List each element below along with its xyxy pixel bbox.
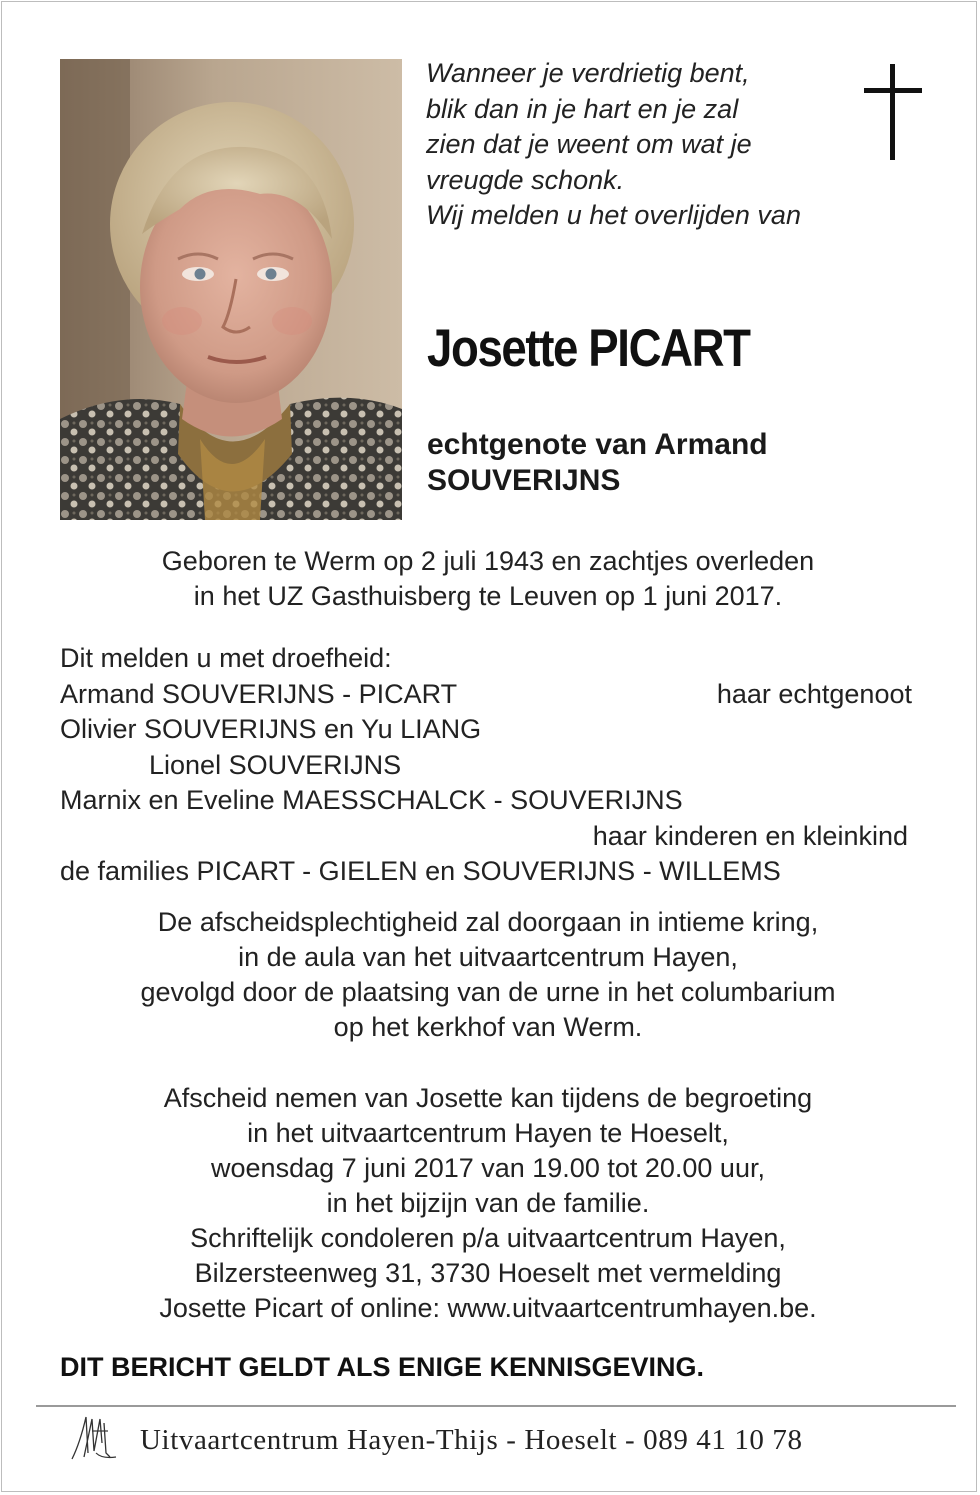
text-line: woensdag 7 juni 2017 van 19.00 tot 20.00 uur,: [211, 1153, 765, 1183]
portrait-photo: [60, 59, 402, 520]
list-item: [60, 819, 920, 855]
poem: [426, 56, 866, 234]
list-item: [60, 677, 920, 713]
mourner-relation: haar echtgenoot: [716, 678, 912, 709]
mourner-name: Armand SOUVERIJNS - PICART: [60, 678, 458, 709]
poem-line: blik dan in je hart en je zal: [426, 93, 739, 124]
ceremony-text: [0, 905, 976, 1045]
text-line: op het kerkhof van Werm.: [333, 1012, 643, 1042]
text-line: in het bijzijn van de familie.: [326, 1188, 650, 1218]
notice-text: DIT BERICHT GELDT ALS ENIGE KENNISGEVING.: [60, 1352, 705, 1382]
list-item: de families PICART - GIELEN en SOUVERIJNS - WILLEMS: [60, 856, 781, 886]
poem-line: Wij melden u het overlijden van: [426, 200, 801, 230]
poem-line: Wanneer je verdrietig bent,: [426, 58, 750, 88]
mourners-list: [60, 641, 920, 890]
spouse-line: SOUVERIJNS: [427, 464, 621, 497]
footer-contact: Uitvaartcentrum Hayen-Thijs - Hoeselt - 089 41 10 78: [140, 1424, 803, 1456]
divider: [36, 1405, 956, 1407]
farewell-text: [0, 1081, 976, 1326]
mourners-intro: Dit melden u met droefheid:: [60, 643, 392, 673]
text-line: Afscheid nemen van Josette kan tijdens de begroeting: [163, 1083, 813, 1113]
deceased-name: Josette PICART: [427, 319, 750, 378]
mourner-relation: haar kinderen en kleinkind: [592, 820, 908, 851]
funeral-home-logo-icon: [70, 1413, 122, 1463]
text-line: Schriftelijk condoleren p/a uitvaartcentrum Hayen,: [190, 1223, 786, 1253]
birth-death-text: [0, 544, 976, 614]
text-line: in het uitvaartcentrum Hayen te Hoeselt,: [247, 1118, 729, 1148]
spouse-line: echtgenote van Armand: [427, 428, 768, 461]
text-line: in de aula van het uitvaartcentrum Hayen,: [238, 942, 738, 972]
poem-line: vreugde schonk.: [426, 164, 625, 195]
list-item: Marnix en Eveline MAESSCHALCK - SOUVERIJNS: [60, 785, 683, 815]
text-line: Geboren te Werm op 2 juli 1943 en zachtjes overleden: [161, 546, 815, 576]
spouse-info: [427, 427, 768, 499]
text-line: in het UZ Gasthuisberg te Leuven op 1 juni 2017.: [193, 581, 783, 611]
text-line: De afscheidsplechtigheid zal doorgaan in intieme kring,: [157, 907, 819, 937]
list-item: Lionel SOUVERIJNS: [149, 749, 402, 780]
text-line: Bilzersteenweg 31, 3730 Hoeselt met vermelding: [194, 1258, 782, 1288]
cross-icon: [864, 64, 922, 160]
text-line: gevolgd door de plaatsing van de urne in het columbarium: [140, 977, 836, 1007]
list-item: Olivier SOUVERIJNS en Yu LIANG: [60, 714, 482, 744]
text-line: Josette Picart of online: www.uitvaartcentrumhayen.be.: [159, 1293, 817, 1323]
poem-line: zien dat je weent om wat je: [426, 129, 752, 159]
